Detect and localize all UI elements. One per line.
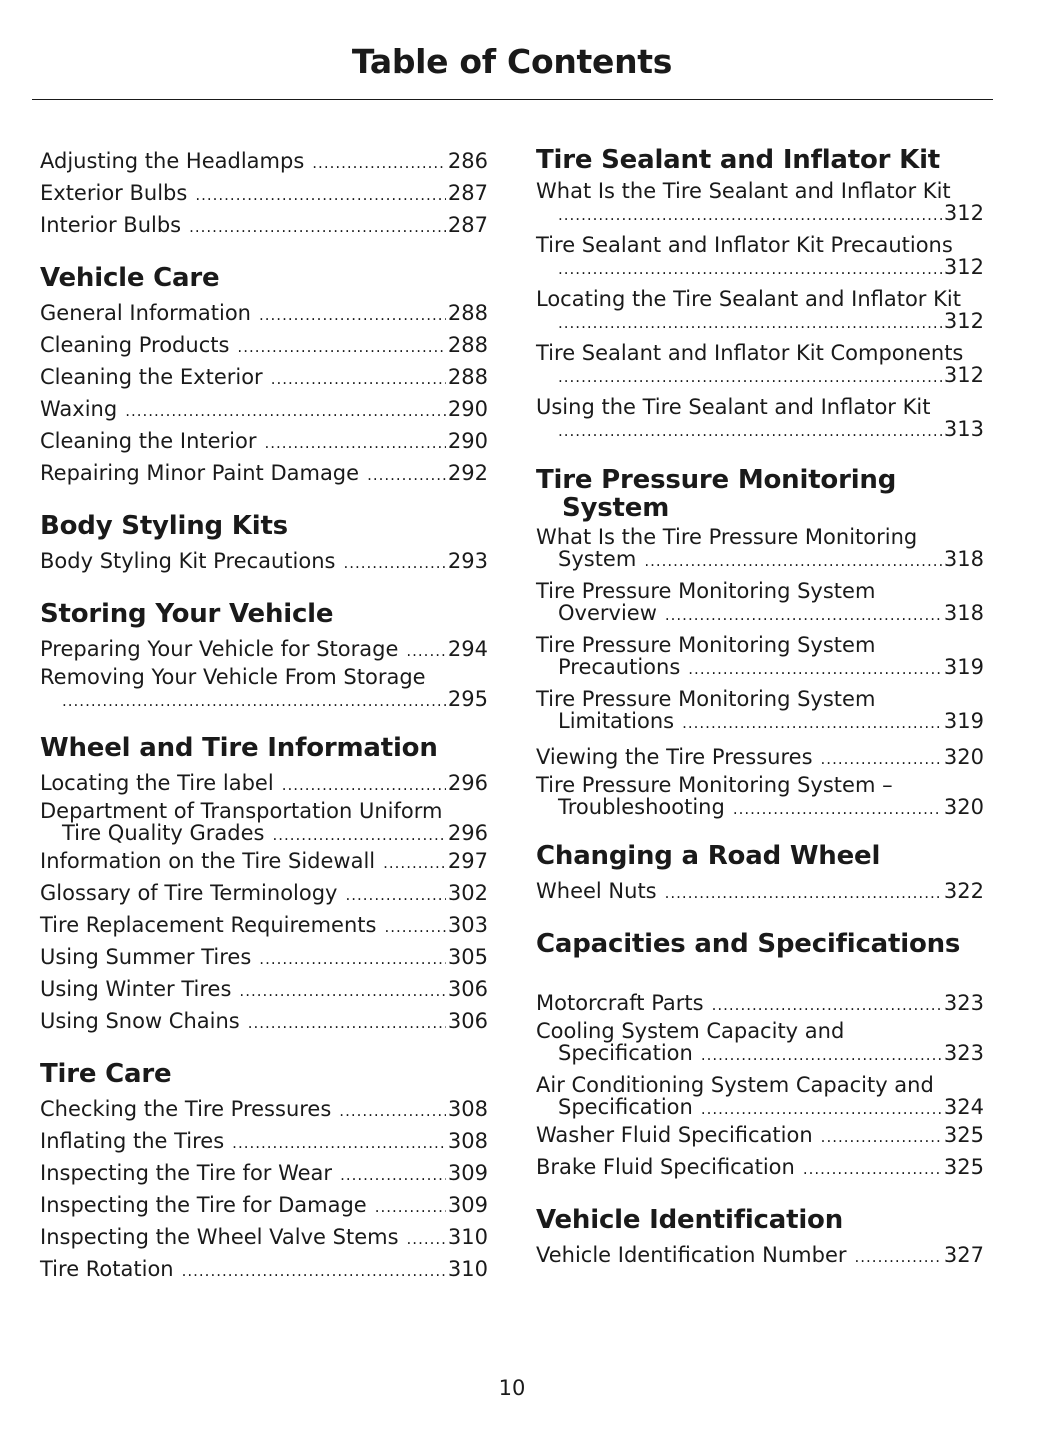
toc-entry-label: Air Conditioning System Capacity and xyxy=(536,1073,934,1097)
toc-entry-label: Information on the Tire Sidewall xyxy=(40,849,376,873)
toc-entry-what-is-tpms[interactable] xyxy=(536,526,984,572)
toc-entry-label: Inspecting the Tire for Damage xyxy=(40,1193,367,1217)
toc-entry-ac-system[interactable] xyxy=(536,1074,984,1120)
toc-entry-page: 322 xyxy=(943,879,984,903)
toc-entry-vin[interactable] xyxy=(536,1240,984,1272)
toc-entry-page: 308 xyxy=(447,1097,488,1121)
toc-entry-page: 288 xyxy=(447,333,488,357)
toc-entry-wheel-nuts[interactable] xyxy=(536,876,984,908)
toc-section-body-styling xyxy=(40,512,488,578)
toc-entry-using-sealant-kit[interactable] xyxy=(536,396,984,442)
toc-entry-page: 324 xyxy=(943,1095,984,1119)
toc-entry-general-information[interactable] xyxy=(40,298,488,330)
toc-entry-body-styling-precautions[interactable] xyxy=(40,546,488,578)
toc-entry-dot-uniform-grades[interactable] xyxy=(40,800,488,846)
toc-entry-page: 288 xyxy=(447,365,488,389)
leader-dots xyxy=(265,426,446,458)
toc-entry-label: Tire Sealant and Inflator Kit Components xyxy=(536,341,964,365)
toc-entry-motorcraft-parts[interactable] xyxy=(536,988,984,1020)
toc-entry-tire-sidewall[interactable] xyxy=(40,846,488,878)
toc-section-road-wheel xyxy=(536,842,984,908)
toc-entry-label: Cleaning Products xyxy=(40,333,230,357)
toc-entry-page: 319 xyxy=(943,709,984,733)
toc-entry-page: 320 xyxy=(943,795,984,819)
leader-dots xyxy=(821,1120,942,1152)
toc-entry-label: Inspecting the Tire for Wear xyxy=(40,1161,333,1185)
toc-entry-preparing-storage[interactable] xyxy=(40,634,488,666)
toc-entry-page: 297 xyxy=(447,849,488,873)
toc-entry-label: Using Winter Tires xyxy=(40,977,232,1001)
toc-entry-label: Tire Pressure Monitoring System – xyxy=(536,773,893,797)
leader-dots xyxy=(375,1190,446,1222)
toc-entry-what-is-sealant-kit[interactable] xyxy=(536,180,984,226)
section-heading: Vehicle Identification xyxy=(536,1205,844,1235)
toc-entry-page: 312 xyxy=(943,363,984,387)
toc-entry-page: 306 xyxy=(447,977,488,1001)
toc-entry-label-cont: Specification xyxy=(558,1095,693,1119)
toc-entry-label-cont: Limitations xyxy=(558,709,675,733)
toc-entry-adjusting-headlamps[interactable] xyxy=(40,146,488,178)
section-heading: Vehicle Care xyxy=(40,263,220,293)
toc-entry-label: Tire Pressure Monitoring System xyxy=(536,579,876,603)
toc-entry-removing-storage[interactable] xyxy=(40,666,488,712)
toc-section-lighting xyxy=(40,146,488,242)
toc-section-capacities xyxy=(536,930,984,1184)
toc-entry-page: 310 xyxy=(447,1225,488,1249)
leader-dots xyxy=(701,1042,942,1066)
leader-dots xyxy=(189,210,446,242)
leader-dots xyxy=(406,634,446,666)
page-title: Table of Contents xyxy=(351,42,673,81)
toc-entry-summer-tires[interactable] xyxy=(40,942,488,974)
leader-dots xyxy=(665,876,942,908)
toc-entry-label: Using the Tire Sealant and Inflator Kit xyxy=(536,395,931,419)
toc-entry-page: 309 xyxy=(447,1193,488,1217)
section-heading: Tire Sealant and Inflator Kit xyxy=(536,145,941,175)
toc-entry-label: Tire Pressure Monitoring System xyxy=(536,633,876,657)
toc-entry-label: Tire Sealant and Inflator Kit Precautions xyxy=(536,233,953,257)
leader-dots xyxy=(558,364,942,388)
toc-entry-label: What Is the Tire Pressure Monitoring xyxy=(536,525,918,549)
toc-entry-page: 292 xyxy=(447,461,488,485)
toc-entry-tpms-troubleshooting[interactable] xyxy=(536,774,984,820)
toc-entry-label-cont: System xyxy=(558,547,637,571)
toc-entry-viewing-pressures[interactable] xyxy=(536,742,984,774)
toc-entry-page: 312 xyxy=(943,255,984,279)
toc-entry-label: Locating the Tire label xyxy=(40,771,274,795)
toc-entry-label: Inflating the Tires xyxy=(40,1129,225,1153)
toc-entry-washer-fluid[interactable] xyxy=(536,1120,984,1152)
toc-entry-cooling-system[interactable] xyxy=(536,1020,984,1066)
toc-entry-brake-fluid[interactable] xyxy=(536,1152,984,1184)
toc-entry-label-cont: Precautions xyxy=(558,655,681,679)
leader-dots xyxy=(312,146,446,178)
leader-dots xyxy=(345,878,445,910)
toc-entry-label: Using Snow Chains xyxy=(40,1009,240,1033)
toc-entry-page: 325 xyxy=(943,1155,984,1179)
toc-entry-waxing[interactable] xyxy=(40,394,488,426)
toc-entry-inspecting-wear[interactable] xyxy=(40,1158,488,1190)
leader-dots xyxy=(383,846,446,878)
toc-entry-tpms-limitations[interactable] xyxy=(536,688,984,734)
toc-entry-label-cont: Specification xyxy=(558,1041,693,1065)
toc-entry-page: 312 xyxy=(943,309,984,333)
toc-entry-page: 286 xyxy=(447,149,488,173)
leader-dots xyxy=(733,796,942,820)
leader-dots xyxy=(855,1240,942,1272)
toc-entry-tire-rotation[interactable] xyxy=(40,1254,488,1286)
toc-entry-page: 312 xyxy=(943,201,984,225)
toc-entry-label: Removing Your Vehicle From Storage xyxy=(40,665,426,689)
leader-dots xyxy=(125,394,446,426)
toc-entry-page: 325 xyxy=(943,1123,984,1147)
leader-dots xyxy=(195,178,446,210)
leader-dots xyxy=(712,988,942,1020)
toc-entry-label: Preparing Your Vehicle for Storage xyxy=(40,637,399,661)
leader-dots xyxy=(182,1254,446,1286)
toc-entry-label: Cooling System Capacity and xyxy=(536,1019,845,1043)
toc-entry-inflating-tires[interactable] xyxy=(40,1126,488,1158)
toc-entry-label: Repairing Minor Paint Damage xyxy=(40,461,360,485)
toc-entry-page: 320 xyxy=(943,745,984,769)
toc-entry-cleaning-products[interactable] xyxy=(40,330,488,362)
leader-dots xyxy=(232,1126,446,1158)
toc-entry-snow-chains[interactable] xyxy=(40,1006,488,1038)
leader-dots xyxy=(62,688,446,712)
toc-section-tire-care xyxy=(40,1060,488,1286)
toc-entry-page: 308 xyxy=(447,1129,488,1153)
toc-entry-label: Washer Fluid Specification xyxy=(536,1123,813,1147)
section-heading: Tire Care xyxy=(40,1059,172,1089)
toc-entry-label: Vehicle Identification Number xyxy=(536,1243,847,1267)
toc-entry-page: 288 xyxy=(447,301,488,325)
toc-entry-page: 313 xyxy=(943,417,984,441)
toc-entry-page: 327 xyxy=(943,1243,984,1267)
toc-entry-label: Glossary of Tire Terminology xyxy=(40,881,338,905)
section-heading: Body Styling Kits xyxy=(40,511,288,541)
toc-section-vehicle-identification xyxy=(536,1206,984,1272)
toc-section-wheel-tire-info xyxy=(40,734,488,1038)
toc-entry-label: Tire Pressure Monitoring System xyxy=(536,687,876,711)
leader-dots xyxy=(259,298,446,330)
leader-dots xyxy=(384,910,445,942)
toc-entry-label: Waxing xyxy=(40,397,118,421)
toc-entry-page: 318 xyxy=(943,601,984,625)
toc-entry-tpms-precautions[interactable] xyxy=(536,634,984,680)
toc-entry-label: Locating the Tire Sealant and Inflator Kit xyxy=(536,287,961,311)
toc-entry-inspecting-damage[interactable] xyxy=(40,1190,488,1222)
toc-entry-page: 303 xyxy=(447,913,488,937)
toc-entry-label: Cleaning the Exterior xyxy=(40,365,263,389)
toc-entry-label: Checking the Tire Pressures xyxy=(40,1097,332,1121)
toc-entry-page: 296 xyxy=(447,771,488,795)
leader-dots xyxy=(259,942,446,974)
toc-entry-label: What Is the Tire Sealant and Inflator Kit xyxy=(536,179,951,203)
leader-dots xyxy=(237,330,445,362)
toc-entry-page: 290 xyxy=(447,397,488,421)
toc-entry-label: Adjusting the Headlamps xyxy=(40,149,305,173)
leader-dots xyxy=(271,362,446,394)
leader-dots xyxy=(682,710,942,734)
leader-dots xyxy=(558,418,942,442)
toc-entry-page: 309 xyxy=(447,1161,488,1185)
toc-left-column xyxy=(40,146,488,1312)
page-number: 10 xyxy=(498,1376,526,1400)
toc-entry-page: 295 xyxy=(447,687,488,711)
leader-dots xyxy=(282,768,446,800)
toc-entry-cleaning-interior[interactable] xyxy=(40,426,488,458)
toc-entry-valve-stems[interactable] xyxy=(40,1222,488,1254)
section-heading: Wheel and Tire Information xyxy=(40,733,438,763)
section-heading: Changing a Road Wheel xyxy=(536,841,881,871)
toc-entry-page: 294 xyxy=(447,637,488,661)
leader-dots xyxy=(248,1006,446,1038)
toc-entry-label: Wheel Nuts xyxy=(536,879,657,903)
toc-entry-page: 293 xyxy=(447,549,488,573)
toc-entry-label-cont: Overview xyxy=(558,601,657,625)
toc-entry-label: Cleaning the Interior xyxy=(40,429,257,453)
toc-entry-label: Exterior Bulbs xyxy=(40,181,188,205)
leader-dots xyxy=(339,1094,446,1126)
toc-entry-interior-bulbs[interactable] xyxy=(40,210,488,242)
toc-entry-page: 287 xyxy=(447,213,488,237)
leader-dots xyxy=(272,822,445,846)
toc-entry-page: 287 xyxy=(447,181,488,205)
leader-dots xyxy=(407,1222,446,1254)
title-divider xyxy=(32,99,993,100)
toc-entry-page: 323 xyxy=(943,1041,984,1065)
toc-section-vehicle-care xyxy=(40,264,488,490)
toc-entry-label: General Information xyxy=(40,301,251,325)
toc-entry-label: Tire Rotation xyxy=(40,1257,174,1281)
leader-dots xyxy=(239,974,445,1006)
toc-entry-winter-tires[interactable] xyxy=(40,974,488,1006)
toc-section-storing-vehicle xyxy=(40,600,488,712)
toc-entry-page: 318 xyxy=(943,547,984,571)
section-heading-line1: Tire Pressure Monitoring xyxy=(536,465,897,495)
leader-dots xyxy=(665,602,942,626)
toc-entry-label: Body Styling Kit Precautions xyxy=(40,549,336,573)
toc-entry-tire-replacement[interactable] xyxy=(40,910,488,942)
toc-right-column xyxy=(536,146,984,1298)
toc-entry-page: 305 xyxy=(447,945,488,969)
leader-dots xyxy=(803,1152,942,1184)
leader-dots xyxy=(558,202,942,226)
leader-dots xyxy=(644,548,942,572)
toc-entry-label: Department of Transportation Uniform xyxy=(40,799,443,823)
toc-entry-sealant-kit-precautions[interactable] xyxy=(536,234,984,280)
toc-entry-locating-tire-label[interactable] xyxy=(40,768,488,800)
leader-dots xyxy=(340,1158,446,1190)
leader-dots xyxy=(558,310,942,334)
leader-dots xyxy=(558,256,942,280)
section-heading: Storing Your Vehicle xyxy=(40,599,334,629)
toc-entry-locating-sealant-kit[interactable] xyxy=(536,288,984,334)
leader-dots xyxy=(821,742,942,774)
leader-dots xyxy=(343,546,445,578)
section-heading-line2: System xyxy=(562,493,670,523)
toc-entry-label: Viewing the Tire Pressures xyxy=(536,745,813,769)
toc-entry-glossary[interactable] xyxy=(40,878,488,910)
toc-entry-label: Motorcraft Parts xyxy=(536,991,704,1015)
toc-entry-page: 319 xyxy=(943,655,984,679)
toc-entry-exterior-bulbs[interactable] xyxy=(40,178,488,210)
toc-entry-label: Using Summer Tires xyxy=(40,945,252,969)
toc-entry-page: 296 xyxy=(447,821,488,845)
toc-entry-repairing-paint[interactable] xyxy=(40,458,488,490)
toc-entry-cleaning-exterior[interactable] xyxy=(40,362,488,394)
section-heading: Capacities and Specifications xyxy=(536,929,961,959)
toc-entry-page: 302 xyxy=(447,881,488,905)
toc-section-sealant-kit xyxy=(536,146,984,442)
toc-entry-label-cont: Tire Quality Grades xyxy=(62,821,265,845)
toc-entry-page: 310 xyxy=(447,1257,488,1281)
toc-entry-label: Tire Replacement Requirements xyxy=(40,913,377,937)
toc-entry-label-cont: Troubleshooting xyxy=(558,795,725,819)
toc-section-tpms xyxy=(536,466,984,820)
leader-dots xyxy=(688,656,942,680)
leader-dots xyxy=(701,1096,942,1120)
toc-entry-label: Inspecting the Wheel Valve Stems xyxy=(40,1225,399,1249)
toc-entry-label: Interior Bulbs xyxy=(40,213,182,237)
toc-entry-page: 306 xyxy=(447,1009,488,1033)
toc-entry-sealant-kit-components[interactable] xyxy=(536,342,984,388)
toc-entry-label: Brake Fluid Specification xyxy=(536,1155,795,1179)
section-heading xyxy=(536,466,984,522)
toc-entry-page: 323 xyxy=(943,991,984,1015)
toc-entry-page: 290 xyxy=(447,429,488,453)
toc-entry-tpms-overview[interactable] xyxy=(536,580,984,626)
leader-dots xyxy=(367,458,446,490)
toc-entry-checking-pressures[interactable] xyxy=(40,1094,488,1126)
